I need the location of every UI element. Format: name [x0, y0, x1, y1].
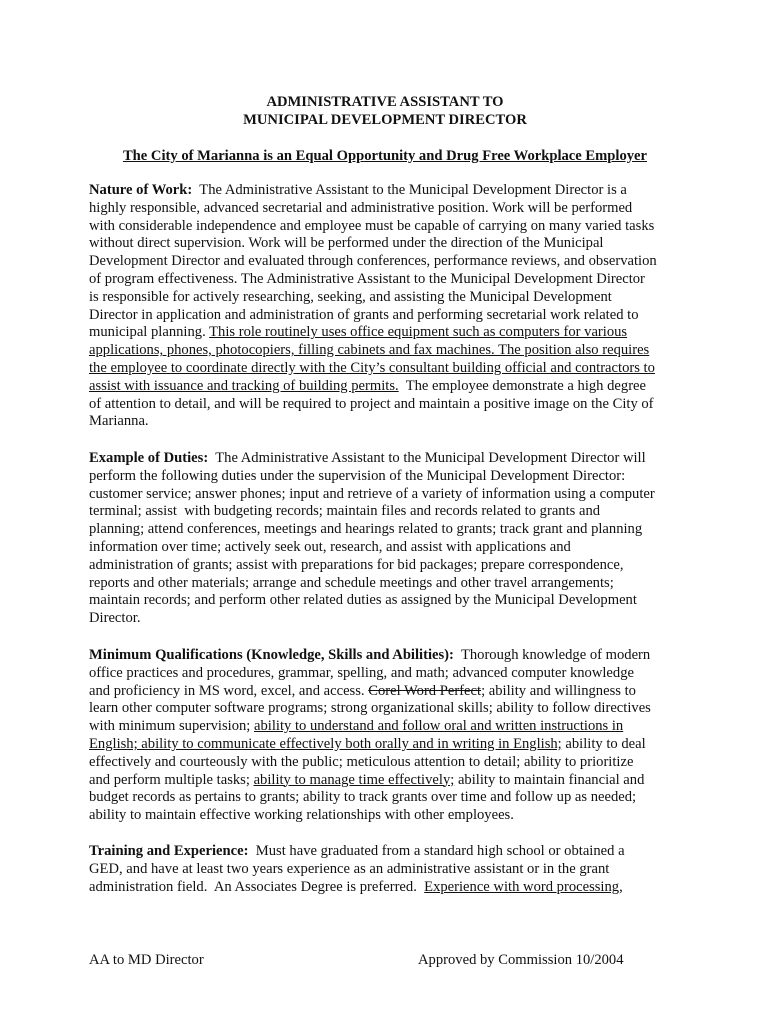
- text-line: planning; attend conferences, meetings and hearings related to grants; track grant and planning: [89, 521, 643, 538]
- nature-of-work-section: [89, 182, 687, 431]
- text-line: customer service; answer phones; input and retrieve of a variety of information using a computer: [89, 485, 655, 502]
- underlined-text: This role routinely uses office equipment such as computers for various: [209, 324, 628, 341]
- text-line: assist with issuance and tracking of building permits. The employee demonstrate a high degree: [89, 377, 647, 394]
- underlined-text: English; ability to communicate effectively both orally and in writing in English;: [89, 735, 562, 752]
- text-line: administration of grants; assist with preparations for bid packages; prepare correspondence,: [89, 556, 624, 573]
- text-line: office practices and procedures, grammar, spelling, and math; advanced computer knowledge: [89, 664, 634, 681]
- underlined-text: assist with issuance and tracking of building permits.: [89, 377, 399, 394]
- text-line: highly responsible, advanced secretarial and administrative position. Work will be performed: [89, 199, 633, 216]
- text-line: Director.: [89, 610, 141, 627]
- text-line: effectively and courteously with the public; meticulous attention to detail; ability to prioritize: [89, 753, 634, 770]
- text-line: and perform multiple tasks; ability to manage time effectively; ability to maintain financial and: [89, 771, 645, 788]
- text-line: Marianna.: [89, 413, 149, 430]
- struck-through-text: Corel Word Perfect: [368, 682, 482, 699]
- text-line: English; ability to communicate effectively both orally and in writing in English; ability to deal: [89, 735, 646, 752]
- text-line: municipal planning. This role routinely uses office equipment such as computers for various: [89, 324, 628, 341]
- footer-document-code: AA to MD Director: [89, 952, 204, 968]
- underlined-text-line: applications, phones, photocopiers, filling cabinets and fax machines. The position also requires: [89, 342, 650, 359]
- text-line: GED, and have at least two years experience as an administrative assistant or in the grant: [89, 860, 610, 877]
- underlined-text: ability to understand and follow oral and written instructions in: [254, 718, 624, 735]
- text-line: administration field. An Associates Degree is preferred. Experience with word processing,: [89, 878, 623, 895]
- text-line: with considerable independence and employee must be capable of carrying on many varied tasks: [89, 217, 655, 234]
- text-line: maintain records; and perform other related duties as assigned by the Municipal Development: [89, 592, 637, 609]
- underlined-text: Experience with word processing,: [424, 878, 623, 895]
- text-line: Example of Duties: The Administrative Assistant to the Municipal Development Director will: [89, 450, 646, 466]
- text-line: learn other computer software programs; strong organizational skills; ability to follow directives: [89, 700, 651, 717]
- section-heading: Minimum Qualifications (Knowledge, Skills and Abilities):: [89, 647, 454, 663]
- text-line: and proficiency in MS word, excel, and access. Corel Word Perfect; ability and willingness to: [89, 682, 636, 699]
- minimum-qualifications-section: [89, 647, 687, 825]
- document-title-line-1: ADMINISTRATIVE ASSISTANT TO: [266, 94, 504, 110]
- example-of-duties-section: [89, 450, 687, 628]
- section-heading: Training and Experience:: [89, 843, 249, 859]
- text-line: budget records as pertains to grants; ability to track grants over time and follow up as needed;: [89, 789, 637, 806]
- text-line: reports and other materials; arrange and schedule meetings and other travel arrangements;: [89, 574, 614, 591]
- text-line: information over time; actively seek out, research, and assist with applications and: [89, 538, 571, 555]
- text-line: with minimum supervision; ability to understand and follow oral and written instructions in: [89, 718, 624, 735]
- text-line: is responsible for actively researching, seeking, and assisting the Municipal Development: [89, 288, 612, 305]
- text-line: Development Director and evaluated through conferences, performance reviews, and observation: [89, 253, 657, 270]
- training-and-experience-section: [89, 843, 687, 896]
- text-line: of program effectiveness. The Administrative Assistant to the Municipal Development Director: [89, 270, 645, 287]
- section-heading: Nature of Work:: [89, 182, 193, 198]
- section-heading: Example of Duties:: [89, 450, 209, 466]
- text-line: Minimum Qualifications (Knowledge, Skills and Abilities): Thorough knowledge of modern: [89, 647, 651, 663]
- equal-opportunity-statement: The City of Marianna is an Equal Opportunity and Drug Free Workplace Employer: [122, 148, 648, 164]
- footer-approval-note: Approved by Commission 10/2004: [418, 952, 624, 968]
- text-line: of attention to detail, and will be required to project and maintain a positive image on the City of: [89, 395, 654, 412]
- text-line: Director in application and administration of grants and performing secretarial work related to: [89, 306, 639, 323]
- text-line: ability to maintain effective working relationships with other employees.: [89, 807, 514, 824]
- text-line: Nature of Work: The Administrative Assistant to the Municipal Development Director is a: [89, 182, 627, 198]
- text-line: Training and Experience: Must have graduated from a standard high school or obtained a: [89, 843, 625, 859]
- document-title-line-2: MUNICIPAL DEVELOPMENT DIRECTOR: [243, 112, 527, 128]
- text-line: terminal; assist with budgeting records; maintain files and records related to grants and: [89, 503, 601, 520]
- text-line: perform the following duties under the supervision of the Municipal Development Director:: [89, 467, 626, 484]
- underlined-text: ability to manage time effectively;: [253, 771, 455, 788]
- text-line: without direct supervision. Work will be performed under the direction of the Municipal: [89, 235, 604, 252]
- underlined-text-line: the employee to coordinate directly with the City’s consultant building official and contractors to: [89, 359, 655, 376]
